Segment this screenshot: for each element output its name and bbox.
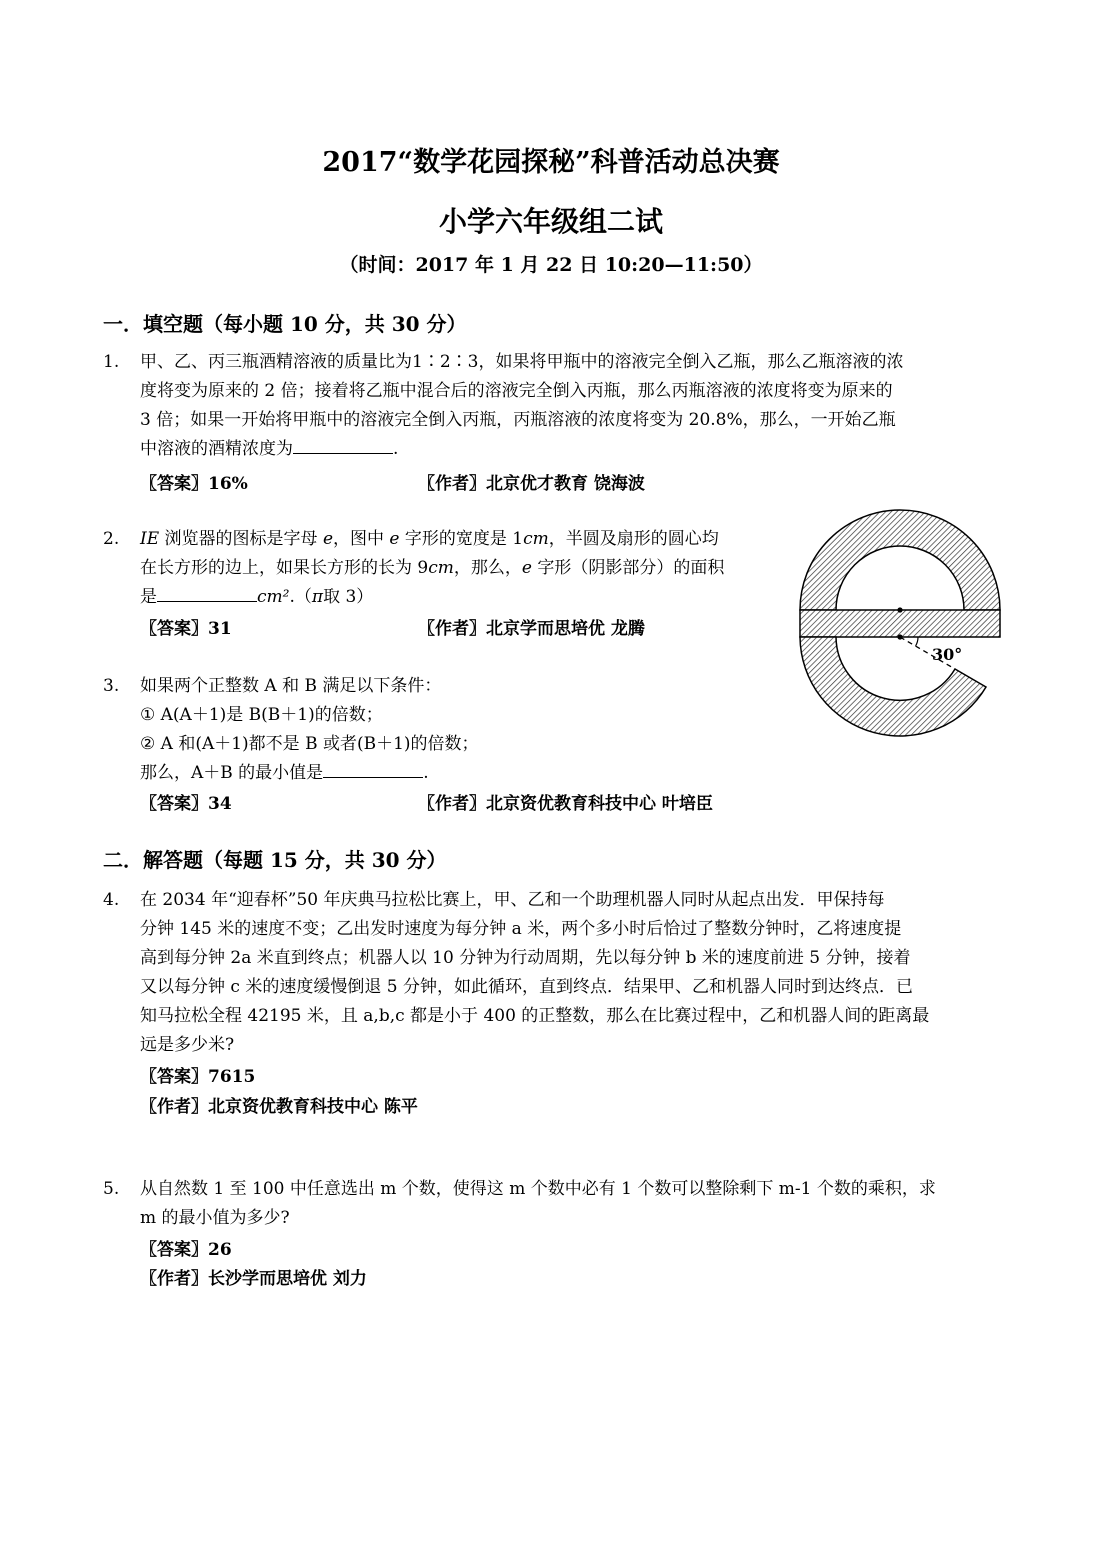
question-4-line-5: 知马拉松全程 42195 米，且 a,b,c 都是小于 400 的正整数，那么在比赛过程中，乙和机器人间的距离最 [140, 1006, 930, 1026]
question-4-line-4: 又以每分钟 c 米的速度缓慢倒退 5 分钟，如此循环，直到终点．结果甲、乙和机器人同时到达终点．已 [140, 977, 913, 997]
page-title: 2017“数学花园探秘”科普活动总决赛 [322, 147, 780, 178]
unit-cm: cm [428, 558, 454, 578]
text-span: 字形（阴影部分）的面积 [531, 558, 725, 578]
period: . [423, 763, 429, 783]
question-4-line-2: 分钟 145 米的速度不变；乙出发时速度为每分钟 a 米，两个多小时后恰过了整数分钟时，乙将速度提 [140, 919, 902, 939]
question-4-line-3: 高到每分钟 2a 米直到终点；机器人以 10 分钟为行动周期，先以每分钟 b 米的速度前进 5 分钟，接着 [140, 948, 911, 968]
question-1-line-1: 甲、乙、丙三瓶酒精溶液的质量比为1∶2∶3，如果将甲瓶中的溶液完全倒入乙瓶，那么乙瓶溶液的浓 [140, 352, 904, 372]
answer-label: 〖答案〗7615 [140, 1067, 256, 1087]
text-span: 浏览器的图标是字母 [159, 529, 323, 549]
question-1-text: 中溶液的酒精浓度为 [140, 439, 293, 459]
answer-blank [157, 585, 257, 602]
ie-logo-figure [790, 505, 1015, 760]
question-2-line-2 [140, 554, 724, 582]
question-3-condition-2: ② A 和(A＋1)都不是 B 或者(B＋1)的倍数； [140, 734, 479, 754]
text-span: ，半圆及扇形的圆心均 [548, 529, 719, 549]
text-span: ，那么， [453, 558, 522, 578]
unit-cm: cm [523, 529, 549, 549]
question-number: 5. [103, 1179, 120, 1199]
question-1-line-4 [140, 435, 398, 463]
rectangle-bar [800, 610, 1000, 637]
answer-blank [323, 761, 423, 778]
question-number: 2. [103, 529, 120, 549]
text-span: ，图中 [333, 529, 390, 549]
answer-label: 〖答案〗34 [140, 794, 232, 814]
text-span: 字形的宽度是 1 [399, 529, 524, 549]
question-number: 4. [103, 890, 120, 910]
question-4-line-1: 在 2034 年“迎春杯”50 年庆典马拉松比赛上，甲、乙和一个助理机器人同时从起点出发．甲保持每 [140, 890, 885, 910]
angle-label: 30° [932, 645, 963, 664]
ie-text: IE [140, 529, 160, 549]
angle-arc [916, 637, 918, 646]
answer-label: 〖答案〗31 [140, 619, 232, 639]
question-3-condition-1: ① A(A＋1)是 B(B＋1)的倍数； [140, 705, 383, 725]
question-1-line-3: 3 倍；如果一开始将甲瓶中的溶液完全倒入丙瓶，丙瓶溶液的浓度将变为 20.8%，那么，一开始乙瓶 [140, 410, 896, 430]
period: . [393, 439, 399, 459]
author-label: 〖作者〗北京资优教育科技中心 叶培臣 [418, 794, 713, 814]
question-2-line-1 [140, 525, 719, 553]
upper-semicircle-band [800, 510, 1000, 610]
letter-e: e [322, 529, 333, 549]
text-span: .（ [289, 587, 312, 607]
section-heading-fill-in: 一．填空题（每小题 10 分，共 30 分） [103, 312, 467, 336]
question-5-line-1: 从自然数 1 至 100 中任意选出 m 个数，使得这 m 个数中必有 1 个数可以整除剩下 m-1 个数的乘积，求 [140, 1179, 936, 1199]
section-heading-problem-solving: 二．解答题（每题 15 分，共 30 分） [103, 848, 447, 872]
upper-center-dot [897, 607, 902, 612]
exam-time: （时间：2017 年 1 月 22 日 10:20—11:50） [339, 254, 763, 276]
text-span: 是 [140, 587, 157, 607]
pi-symbol: π [311, 587, 324, 607]
text-span: 取 3） [323, 587, 374, 607]
text-span: 在长方形的边上，如果长方形的长为 9 [140, 558, 429, 578]
answer-label: 〖答案〗26 [140, 1240, 232, 1260]
letter-e: e [389, 529, 400, 549]
author-label: 〖作者〗北京学而思培优 龙腾 [418, 619, 645, 639]
unit-cm2: cm² [257, 587, 290, 607]
answer-blank [293, 437, 393, 454]
answer-label: 〖答案〗16% [140, 474, 248, 494]
question-3-text: 那么，A＋B 的最小值是 [140, 763, 324, 783]
question-3-line-1: 如果两个正整数 A 和 B 满足以下条件： [140, 676, 442, 696]
question-number: 3. [103, 676, 120, 696]
question-5-line-2: m 的最小值为多少? [140, 1208, 290, 1228]
author-label: 〖作者〗北京优才教育 饶海波 [418, 474, 645, 494]
question-number: 1. [103, 352, 120, 372]
letter-e: e [521, 558, 532, 578]
author-label: 〖作者〗北京资优教育科技中心 陈平 [140, 1097, 418, 1117]
page-subtitle: 小学六年级组二试 [438, 205, 663, 238]
question-2-line-3 [140, 583, 373, 611]
question-4-line-6: 远是多少米? [140, 1035, 235, 1055]
question-1-line-2: 度将变为原来的 2 倍；接着将乙瓶中混合后的溶液完全倒入丙瓶，那么丙瓶溶液的浓度将变为原来的 [140, 381, 893, 401]
author-label: 〖作者〗长沙学而思培优 刘力 [140, 1269, 367, 1289]
question-3-line-4 [140, 759, 429, 787]
